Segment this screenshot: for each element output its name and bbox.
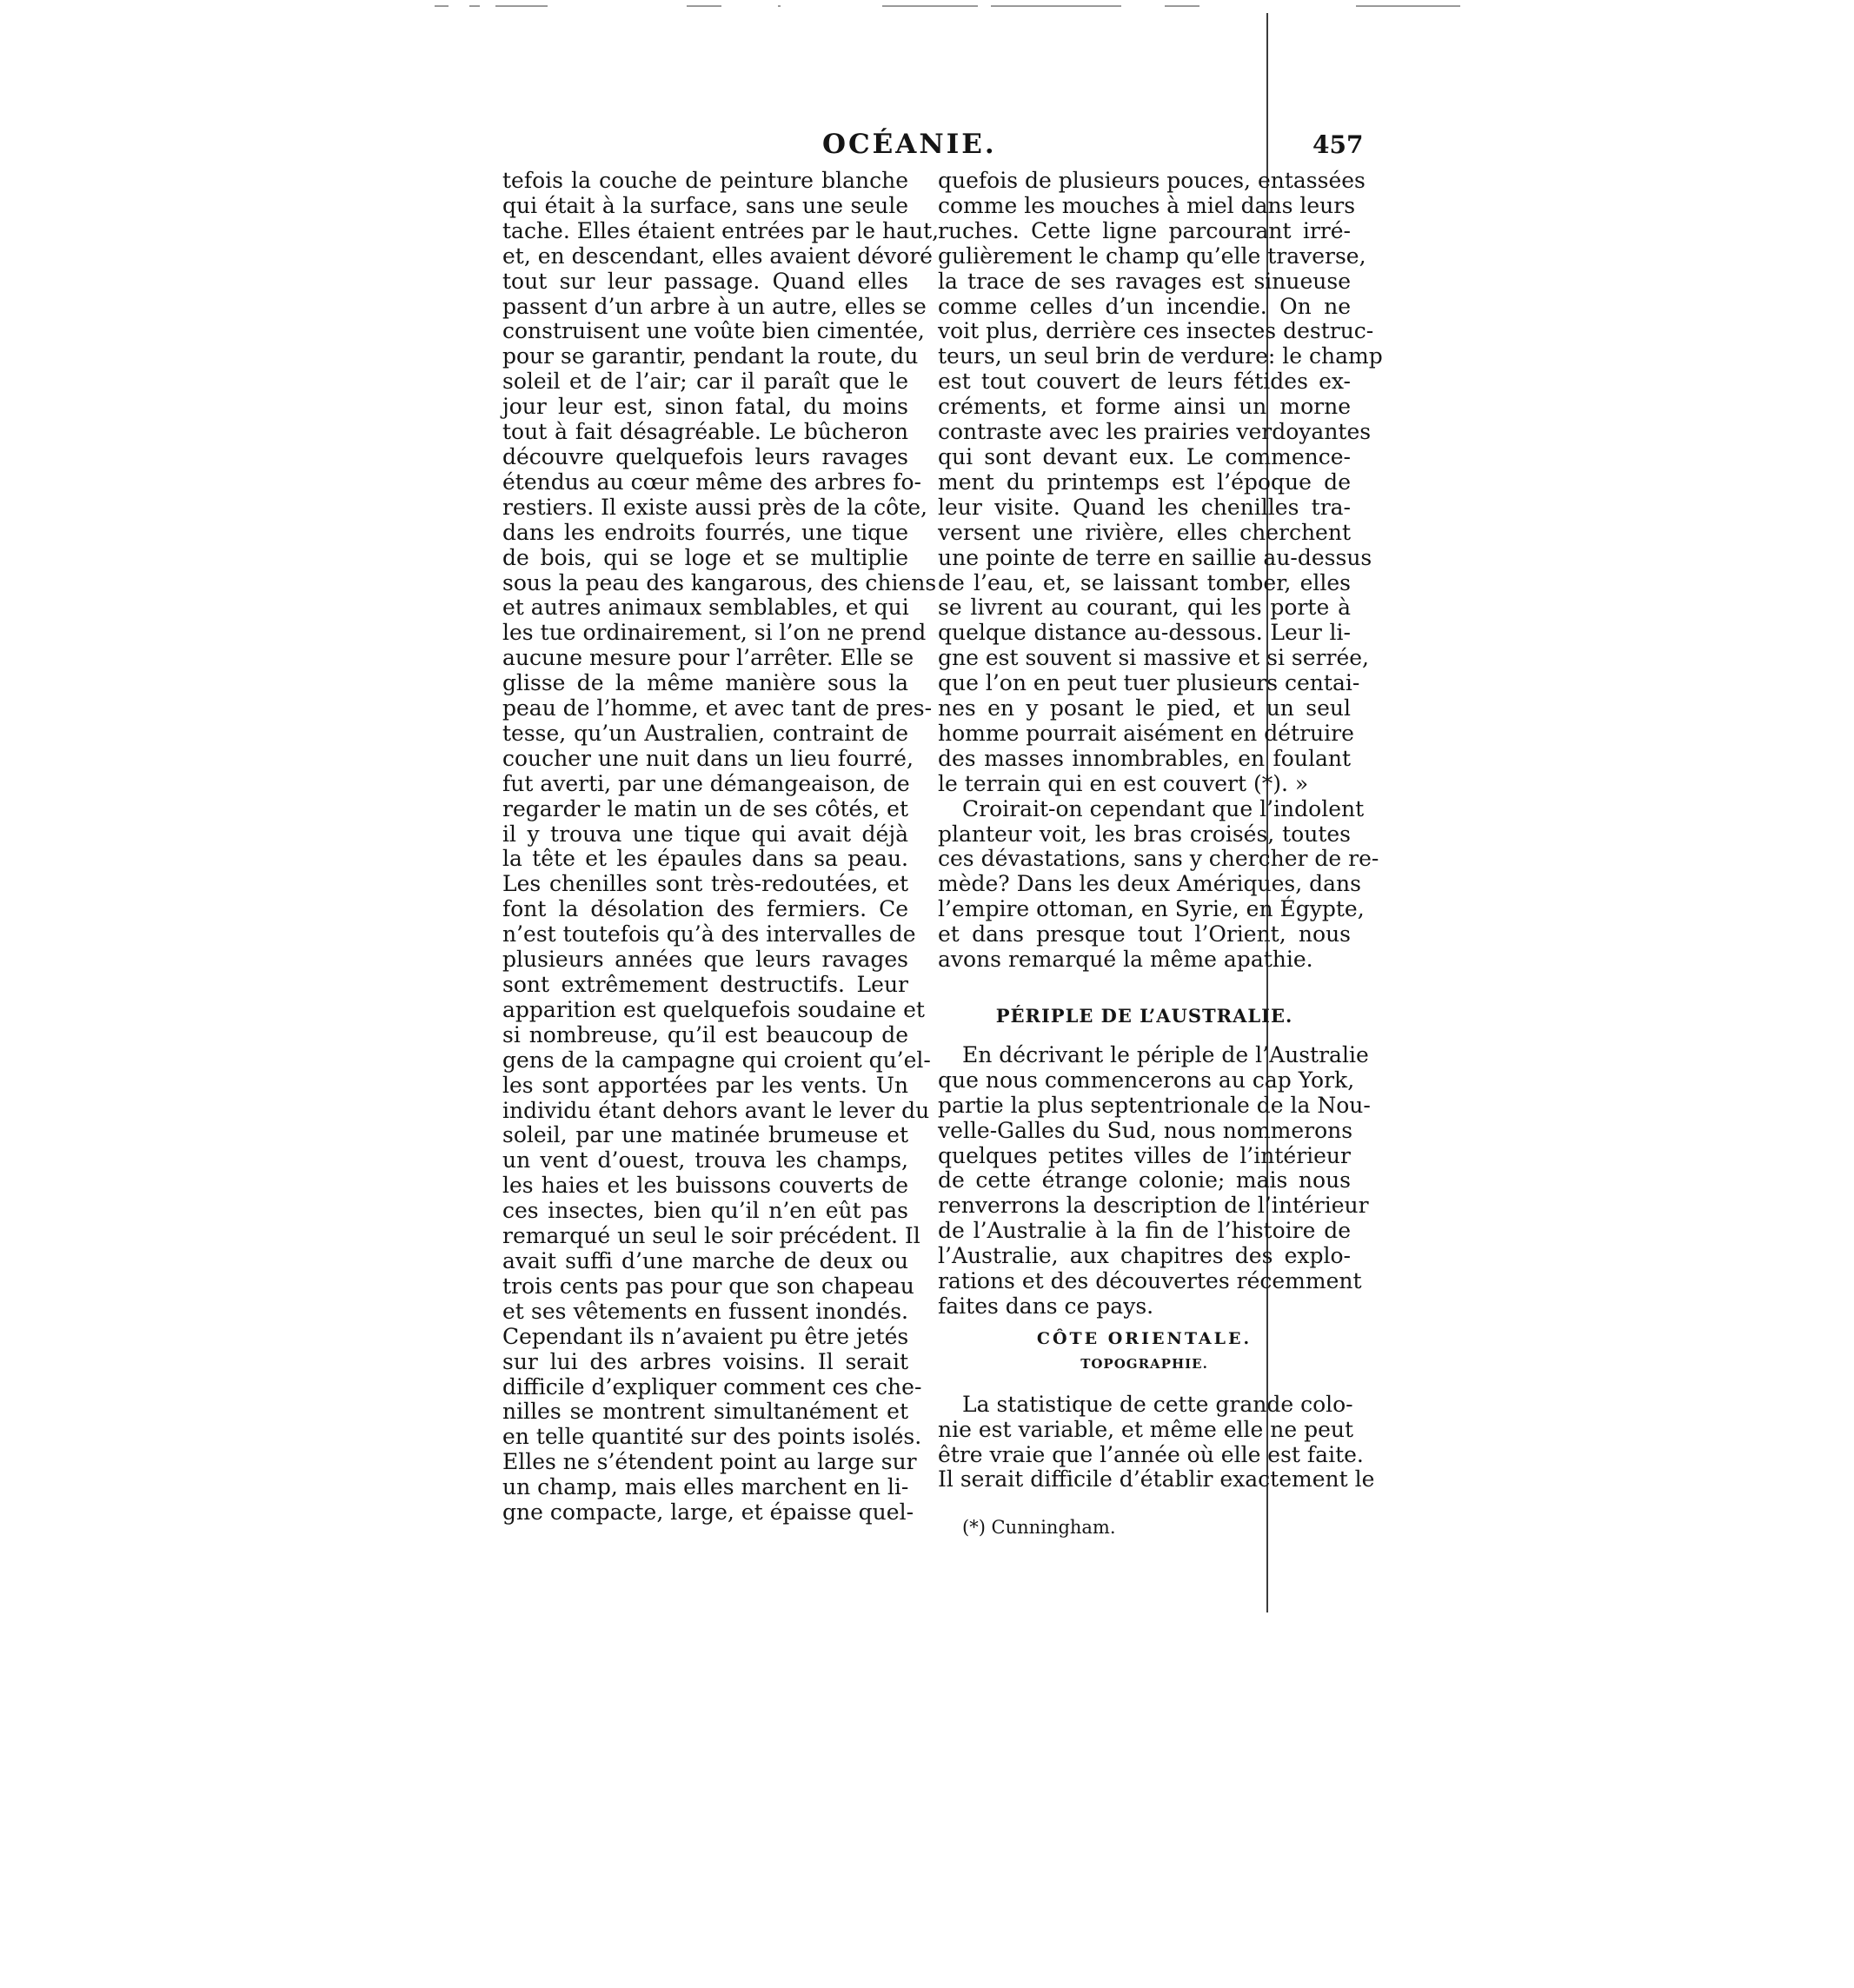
text-line: nie est variable, et même elle ne peut: [938, 1416, 1354, 1442]
right-paragraph-1: [938, 168, 1383, 797]
text-line: rations et des découvertes récemment: [938, 1268, 1362, 1294]
text-line: planteur voit, les bras croisés, toutes: [938, 821, 1351, 847]
text-line: renverrons la description de l’intérieur: [938, 1193, 1369, 1219]
text-line: soleil et de l’air; car il paraît que le: [502, 369, 908, 395]
text-line: en telle quantité sur des points isolés.: [502, 1424, 922, 1450]
text-line: En décrivant le périple de l’Australie: [962, 1041, 1369, 1067]
text-line: apparition est quelquefois soudaine et: [502, 996, 925, 1022]
text-line: nes en y posant le pied, et un seul: [938, 695, 1351, 721]
text-line: glisse de la même manière sous la: [502, 670, 908, 696]
text-line: dans les endroits fourrés, une tique: [502, 519, 908, 545]
page-header-title: OCÉANIE.: [822, 129, 997, 160]
left-text-column: [502, 168, 940, 1526]
right-text-column: [938, 168, 1383, 1540]
text-line: les sont apportées par les vents. Un: [502, 1072, 908, 1098]
text-line: voit plus, derrière ces insectes destruc-: [938, 318, 1374, 344]
text-line: que l’on en peut tuer plusieurs centai-: [938, 670, 1360, 696]
text-line: étendus au cœur même des arbres fo-: [502, 469, 921, 495]
text-line: qui sont devant eux. Le commence-: [938, 443, 1351, 469]
text-line: homme pourrait aisément en détruire: [938, 720, 1354, 746]
text-line: coucher une nuit dans un lieu fourré,: [502, 745, 914, 771]
text-line: être vraie que l’année où elle est faite.: [938, 1441, 1364, 1467]
text-line: et, en descendant, elles avaient dévoré: [502, 243, 933, 269]
text-line: avait suffi d’une marche de deux ou: [502, 1247, 908, 1273]
text-line: et autres animaux semblables, et qui: [502, 595, 909, 621]
text-line: sur lui des arbres voisins. Il serait: [502, 1348, 908, 1374]
text-line: tesse, qu’un Australien, contraint de: [502, 720, 908, 746]
text-line: que nous commencerons au cap York,: [938, 1067, 1355, 1093]
right-paragraph-2: [938, 795, 1379, 973]
text-line: Croirait-on cependant que l’indolent: [962, 795, 1365, 821]
text-line: un vent d’ouest, trouva les champs,: [502, 1147, 908, 1174]
text-line: l’empire ottoman, en Syrie, en Égypte,: [938, 896, 1365, 922]
text-line: gne compacte, large, et épaisse quel-: [502, 1499, 914, 1526]
text-line: de l’eau, et, se laissant tomber, elles: [938, 569, 1351, 595]
text-line: mède? Dans les deux Amériques, dans: [938, 871, 1361, 897]
text-line: ment du printemps est l’époque de: [938, 469, 1351, 495]
text-line: le terrain qui en est couvert (*). »: [938, 770, 1309, 796]
text-line: regarder le matin un de ses côtés, et: [502, 795, 908, 821]
text-line: de bois, qui se loge et se multiplie: [502, 544, 908, 570]
text-line: les haies et les buissons couverts de: [502, 1173, 908, 1199]
text-line: Les chenilles sont très-redoutées, et: [502, 871, 908, 897]
text-line: gens de la campagne qui croient qu’el-: [502, 1047, 931, 1073]
text-line: sous la peau des kangarous, des chiens: [502, 569, 937, 595]
text-line: comme les mouches à miel dans leurs: [938, 192, 1356, 218]
text-line: velle-Galles du Sud, nous nommerons: [938, 1117, 1353, 1143]
text-line: la tête et les épaules dans sa peau.: [502, 846, 908, 872]
text-line: teurs, un seul brin de verdure: le champ: [938, 343, 1383, 369]
text-line: n’est toutefois qu’à des intervalles de: [502, 921, 916, 947]
footnote: (*) Cunningham.: [962, 1517, 1116, 1539]
text-line: de l’Australie à la fin de l’histoire de: [938, 1218, 1351, 1244]
text-line: est tout couvert de leurs fétides ex-: [938, 369, 1351, 395]
text-line: ruches. Cette ligne parcourant irré-: [938, 217, 1351, 243]
text-line: avons remarqué la même apathie.: [938, 947, 1313, 973]
text-line: et ses vêtements en fussent inondés.: [502, 1298, 908, 1324]
text-line: tout à fait désagréable. Le bûcheron: [502, 419, 908, 445]
text-line: peau de l’homme, et avec tant de pres-: [502, 695, 933, 721]
text-line: difficile d’expliquer comment ces che-: [502, 1373, 922, 1400]
text-line: gne est souvent si massive et si serrée,: [938, 645, 1369, 671]
text-line: individu étant dehors avant le lever du: [502, 1097, 930, 1123]
text-line: quelque distance au-dessous. Leur li-: [938, 620, 1351, 646]
right-paragraph-3: [938, 1041, 1371, 1320]
text-line: quefois de plusieurs pouces, entassées: [938, 168, 1366, 193]
text-line: il y trouva une tique qui avait déjà: [502, 821, 908, 847]
text-line: fut averti, par une démangeaison, de: [502, 770, 910, 796]
text-line: Il serait difficile d’établir exactement le: [938, 1466, 1375, 1493]
text-line: Cependant ils n’avaient pu être jetés: [502, 1323, 909, 1349]
text-line: de cette étrange colonie; mais nous: [938, 1167, 1351, 1193]
text-line: et dans presque tout l’Orient, nous: [938, 921, 1351, 947]
text-line: des masses innombrables, en foulant: [938, 745, 1351, 771]
text-line: qui était à la surface, sans une seule: [502, 192, 908, 218]
subsection-title: CÔTE ORIENTALE.: [1036, 1328, 1253, 1348]
text-line: une pointe de terre en saillie au-dessus: [938, 544, 1372, 570]
text-line: tache. Elles étaient entrées par le haut,: [502, 217, 940, 243]
text-line: découvre quelquefois leurs ravages: [502, 443, 908, 469]
text-line: Elles ne s’étendent point au large sur: [502, 1449, 917, 1475]
text-line: font la désolation des fermiers. Ce: [502, 896, 908, 922]
text-line: passent d’un arbre à un autre, elles se: [502, 293, 927, 319]
left-column-body: [502, 168, 940, 1526]
text-line: leur visite. Quand les chenilles tra-: [938, 494, 1351, 520]
text-line: pour se garantir, pendant la route, du: [502, 343, 919, 369]
text-line: les tue ordinairement, si l’on ne prend: [502, 620, 927, 646]
text-line: soleil, par une matinée brumeuse et: [502, 1122, 908, 1148]
scan-edge-marks: [0, 0, 1854, 17]
text-line: construisent une voûte bien cimentée,: [502, 318, 925, 344]
section-title: PÉRIPLE DE L’AUSTRALIE.: [995, 1005, 1293, 1027]
text-line: La statistique de cette grande colo-: [962, 1391, 1353, 1417]
text-line: aucune mesure pour l’arrêter. Elle se: [502, 645, 914, 671]
text-line: jour leur est, sinon fatal, du moins: [502, 394, 908, 420]
text-line: remarqué un seul le soir précédent. Il: [502, 1223, 920, 1249]
text-line: un champ, mais elles marchent en li-: [502, 1474, 909, 1500]
text-line: trois cents pas pour que son chapeau: [502, 1273, 914, 1299]
text-line: tefois la couche de peinture blanche: [502, 168, 908, 193]
text-line: ces dévastations, sans y chercher de re-: [938, 846, 1379, 872]
text-line: nilles se montrent simultanément et: [502, 1399, 908, 1425]
text-line: partie la plus septentrionale de la Nou-: [938, 1092, 1371, 1118]
text-line: comme celles d’un incendie. On ne: [938, 293, 1351, 319]
text-line: l’Australie, aux chapitres des explo-: [938, 1243, 1351, 1269]
page-number: 457: [1312, 130, 1364, 159]
text-line: ces insectes, bien qu’il n’en eût pas: [502, 1198, 908, 1224]
text-line: versent une rivière, elles cherchent: [938, 519, 1351, 545]
text-line: sont extrêmement destructifs. Leur: [502, 972, 908, 997]
text-line: contraste avec les prairies verdoyantes: [938, 419, 1372, 445]
text-line: créments, et forme ainsi un morne: [938, 394, 1351, 420]
text-line: si nombreuse, qu’il est beaucoup de: [502, 1021, 908, 1047]
text-line: la trace de ses ravages est sinueuse: [938, 268, 1351, 294]
right-paragraph-4: [938, 1391, 1375, 1493]
text-line: restiers. Il existe aussi près de la côte,: [502, 494, 927, 520]
subsubsection-title: TOPOGRAPHIE.: [1080, 1355, 1208, 1372]
text-line: se livrent au courant, qui les porte à: [938, 595, 1351, 621]
text-line: faites dans ce pays.: [938, 1293, 1154, 1319]
text-line: tout sur leur passage. Quand elles: [502, 268, 908, 294]
text-line: plusieurs années que leurs ravages: [502, 947, 908, 973]
text-line: quelques petites villes de l’intérieur: [938, 1142, 1351, 1168]
text-line: gulièrement le champ qu’elle traverse,: [938, 243, 1366, 269]
